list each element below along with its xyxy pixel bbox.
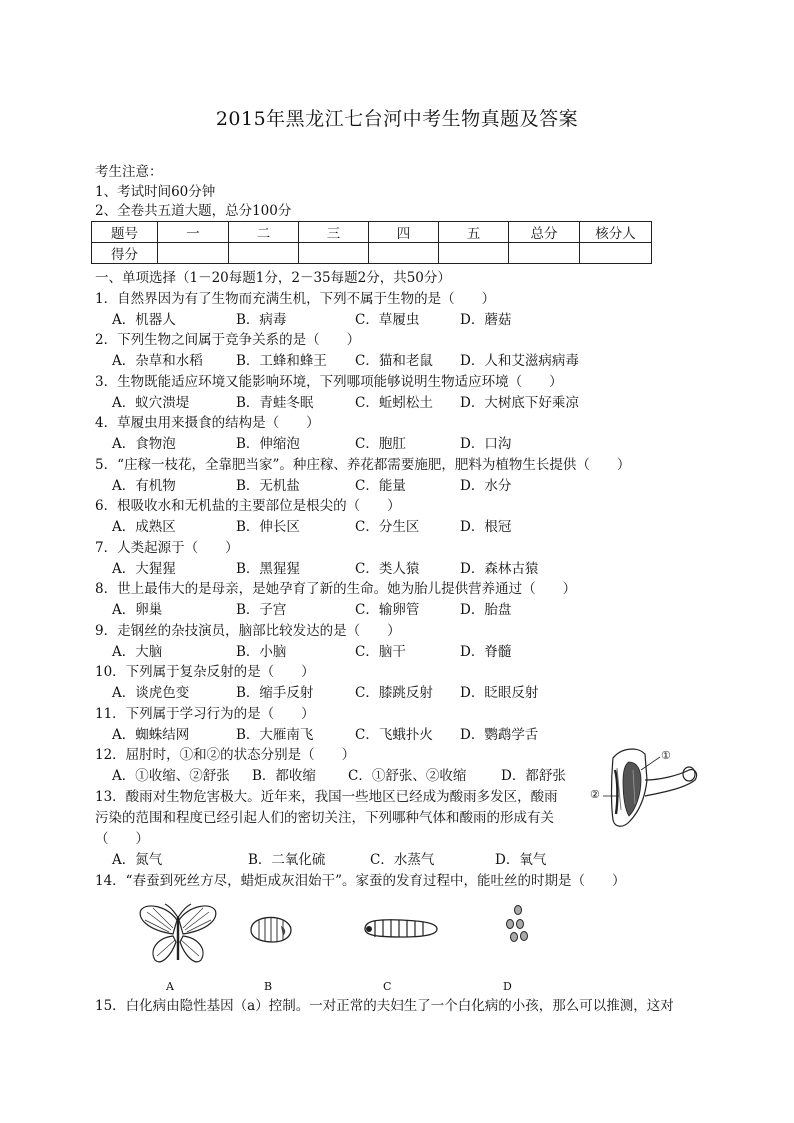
question-stem: 2．下列生物之间属于竞争关系的是（ ） [95, 332, 361, 348]
option-a: A．大脑 [112, 644, 163, 660]
question-stem: 1．自然界因为有了生物而充满生机，下列不属于生物的是（ ） [95, 291, 496, 307]
pupa-image [247, 912, 293, 948]
option-b: B．黑猩猩 [236, 561, 300, 577]
option-b: B．伸缩泡 [236, 436, 300, 452]
question-stem: 5．“庄稼一枝花，全靠肥当家”。种庄稼、养花都需要施肥，肥料为植物生长提供（ ） [95, 457, 631, 473]
option-a: A．蚁穴溃堤 [112, 395, 190, 411]
question-stem: 8．世上最伟大的是母亲，是她孕育了新的生命。她为胎儿提供营养通过（ ） [95, 581, 577, 597]
notice-item: 2、全卷共五道大题，总分100分 [95, 203, 292, 219]
option-c: C．水蒸气 [370, 852, 435, 868]
option-d: D．蘑菇 [460, 312, 512, 328]
option-a: A．大猩猩 [112, 561, 176, 577]
score-header-cell: 四 [369, 222, 439, 243]
score-cell[interactable] [369, 243, 439, 264]
score-header-cell: 核分人 [580, 222, 652, 243]
option-d: D．胎盘 [460, 602, 512, 618]
question-stem: 11．下列属于学习行为的是（ ） [95, 706, 315, 722]
option-b: B．缩手反射 [236, 685, 314, 701]
score-row-label: 得分 [92, 243, 158, 264]
score-cell[interactable] [509, 243, 580, 264]
option-b: B．大雁南飞 [236, 727, 314, 743]
option-c: C．分生区 [355, 519, 420, 535]
arm-muscle-figure [585, 740, 705, 832]
option-d: D．根冠 [460, 519, 512, 535]
option-d: D．眨眼反射 [460, 685, 539, 701]
question-stem-continued: 污染的范围和程度已经引起人们的密切关注，下列哪种气体和酸雨的形成有关 [95, 810, 554, 826]
silkworm-eggs-image [500, 904, 530, 944]
option-d: D．氧气 [495, 852, 547, 868]
option-c: C．胞肛 [355, 436, 406, 452]
option-c: C．飞蛾扑火 [355, 727, 433, 743]
option-d: D．水分 [460, 478, 512, 494]
option-b: B．病毒 [236, 312, 287, 328]
question-stem: 6．根吸收水和无机盐的主要部位是根尖的（ ） [95, 498, 401, 514]
arm-marker-2: ② [590, 788, 600, 801]
option-b: B．小脑 [236, 644, 287, 660]
image-label-c: C [383, 980, 392, 993]
score-header-cell: 题号 [92, 222, 158, 243]
question-stem: 15．白化病由隐性基因（a）控制。一对正常的夫妇生了一个白化病的小孩，那么可以推测，这对 [95, 998, 674, 1014]
page-title: 2015年黑龙江七台河中考生物真题及答案 [215, 108, 579, 130]
image-label-a: A [166, 980, 174, 993]
option-a: A．成熟区 [112, 519, 176, 535]
score-cell[interactable] [299, 243, 369, 264]
score-cell[interactable] [158, 243, 229, 264]
option-d: D．人和艾滋病病毒 [460, 353, 579, 369]
score-header-cell: 一 [158, 222, 229, 243]
notice-heading: 考生注意： [95, 164, 163, 180]
score-cell[interactable] [229, 243, 299, 264]
question-stem: 4．草履虫用来摄食的结构是（ ） [95, 415, 320, 431]
option-d: D．森林古猿 [460, 561, 539, 577]
score-cell[interactable] [580, 243, 652, 264]
score-header-cell: 二 [229, 222, 299, 243]
question-stem: 7．人类起源于（ ） [95, 540, 239, 556]
option-c: C．脑干 [355, 644, 406, 660]
notice-item: 1、考试时间60分钟 [95, 184, 216, 200]
option-a: A．谈虎色变 [112, 685, 190, 701]
option-b: B．工蜂和蜂王 [236, 353, 327, 369]
option-b: B．伸长区 [236, 519, 300, 535]
option-b: B．青蛙冬眠 [236, 395, 314, 411]
option-c: C．猫和老鼠 [355, 353, 433, 369]
question-stem-continued: （ ） [95, 831, 149, 847]
option-c: C．①舒张、②收缩 [348, 768, 467, 784]
option-a: A．有机物 [112, 478, 176, 494]
option-c: C．输卵管 [355, 602, 420, 618]
option-a: A．卵巢 [112, 602, 163, 618]
score-table-header-row [92, 222, 652, 243]
option-d: D．口沟 [460, 436, 512, 452]
option-d: D．脊髓 [460, 644, 512, 660]
question-stem: 3．生物既能适应环境又能影响环境，下列哪项能够说明生物适应环境（ ） [95, 374, 563, 390]
question-stem: 10．下列属于复杂反射的是（ ） [95, 664, 315, 680]
image-label-d: D [503, 980, 512, 993]
option-b: B．子宫 [236, 602, 287, 618]
section-heading: 一、单项选择（1－20每题1分，2－35每题2分，共50分） [95, 270, 451, 286]
option-a: A．杂草和水稻 [112, 353, 203, 369]
option-b: B．无机盐 [236, 478, 300, 494]
option-d: D．鹦鹉学舌 [460, 727, 539, 743]
option-c: C．能量 [355, 478, 406, 494]
option-c: C．蚯蚓松土 [355, 395, 433, 411]
silkworm-larva-image [361, 915, 441, 943]
option-a: A．①收缩、②舒张 [112, 768, 230, 784]
score-header-cell: 三 [299, 222, 369, 243]
option-b: B．二氧化硫 [248, 852, 326, 868]
question-stem: 12．屈肘时，①和②的状态分别是（ ） [95, 747, 356, 763]
score-table-score-row [92, 243, 652, 264]
image-label-b: B [264, 980, 273, 993]
option-b: B．都收缩 [252, 768, 316, 784]
butterfly-image [137, 902, 219, 968]
option-a: A．蜘蛛结网 [112, 727, 190, 743]
option-d: D．大树底下好乘凉 [460, 395, 579, 411]
score-table [91, 221, 652, 264]
option-a: A．食物泡 [112, 436, 176, 452]
score-cell[interactable] [439, 243, 509, 264]
score-header-cell: 五 [439, 222, 509, 243]
option-a: A．机器人 [112, 312, 176, 328]
option-c: C．草履虫 [355, 312, 420, 328]
arm-marker-1: ① [661, 749, 671, 762]
option-c: C．类人猿 [355, 561, 420, 577]
question-stem: 9．走钢丝的杂技演员，脑部比较发达的是（ ） [95, 623, 401, 639]
option-c: C．膝跳反射 [355, 685, 433, 701]
option-d: D．都舒张 [501, 768, 566, 784]
option-a: A．氮气 [112, 852, 163, 868]
question-stem: 13．酸雨对生物危害极大。近年来，我国一些地区已经成为酸雨多发区，酸雨 [95, 789, 558, 805]
question-stem: 14．“春蚕到死丝方尽，蜡炬成灰泪始干”。家蚕的发育过程中，能吐丝的时期是（ ） [95, 873, 626, 889]
score-header-cell: 总分 [509, 222, 580, 243]
